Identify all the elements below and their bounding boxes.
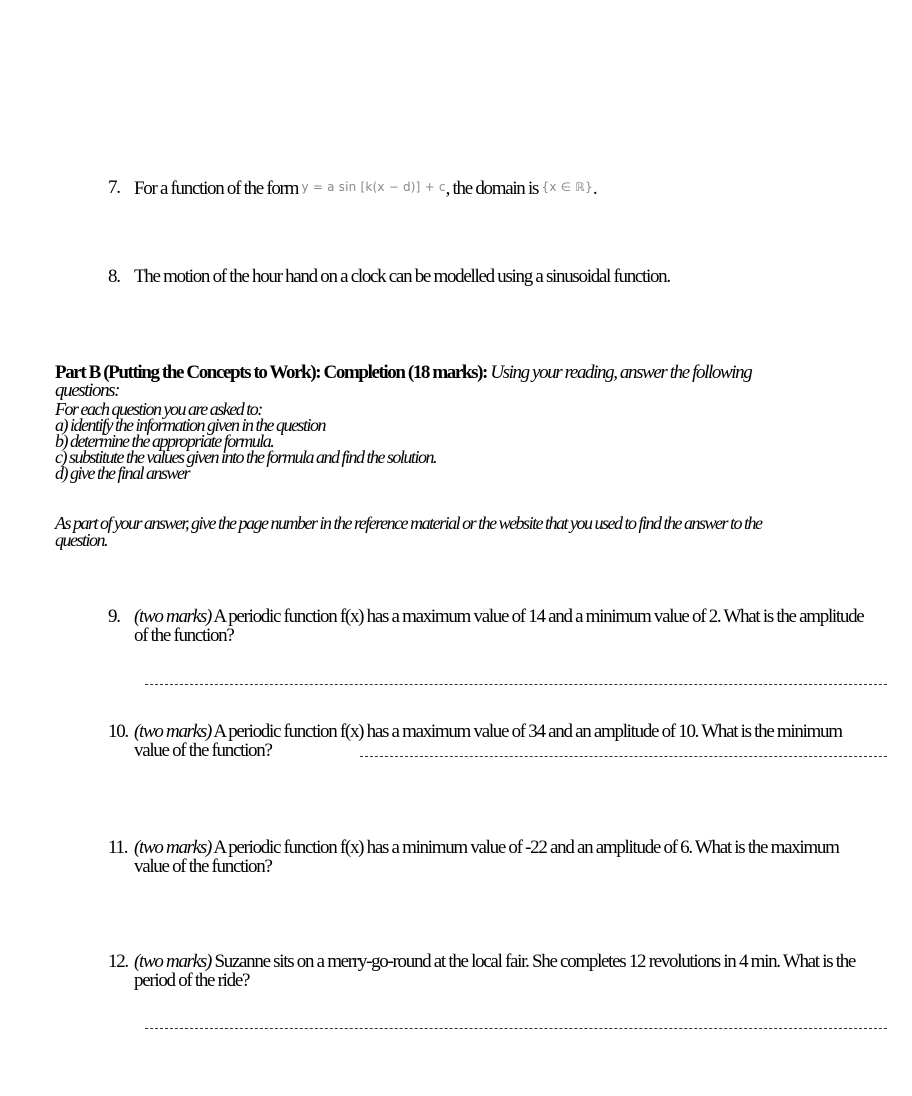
question-text: A periodic function f(x) has a maximum value of 14 and a minimum value of 2. What is the amplitude of the function? [134,606,864,646]
question-text-middle: , the domain is [445,178,539,199]
question-number: 8. [108,266,120,287]
question-text: For a function of the form [134,178,299,199]
question-text: The motion of the hour hand on a clock can be modelled using a sinusoidal function. [134,266,670,287]
reference-note [55,515,815,549]
reference-note-text: As part of your answer, give the page number in the reference material or the website that you used to find the answer to the question. [55,513,762,550]
part-b-heading [55,364,815,400]
instruction-step-d: d) give the final answer [55,463,189,483]
answer-line-10[interactable] [360,756,887,757]
question-number: 9. [108,606,120,627]
question-marks: (two marks) [134,951,211,972]
section-title: Part B (Putting the Concepts to Work): Completion (18 marks): [55,362,487,383]
instruction-step-b: b) determine the appropriate formula. [55,431,274,451]
question-text: A periodic function f(x) has a minimum value of -22 and an amplitude of 6. What is the maximum value of the function? [134,837,839,877]
question-8 [108,267,868,286]
sinusoidal-formula: y = a sin [k(x − d)] + c [301,180,446,194]
question-number: 12. [108,951,128,972]
instructions [55,401,815,481]
question-10 [108,722,868,760]
question-12 [108,952,868,990]
question-text: Suzanne sits on a merry-go-round at the local fair. She completes 12 revolutions in 4 min. What is the period of the ride? [134,951,856,991]
answer-line-12[interactable] [145,1028,887,1029]
domain-set: {x ∈ ℝ} [541,180,593,194]
question-number: 10. [108,721,128,742]
question-text: A periodic function f(x) has a maximum value of 34 and an amplitude of 10. What is the minimum value of the function? [134,721,842,761]
instruction-step-c: c) substitute the values given into the formula and find the solution. [55,447,436,467]
answer-line-9[interactable] [145,684,887,685]
question-number: 7. [108,177,120,198]
instruction-step-a: a) identify the information given in the question [55,415,325,435]
question-marks: (two marks) [134,837,211,858]
question-number: 11. [108,837,128,858]
question-9 [108,607,868,645]
question-7 [108,178,868,198]
question-marks: (two marks) [134,606,211,627]
section-intro: Using your reading, answer the following questions: [55,362,752,401]
instructions-title: For each question you are asked to: [55,399,262,419]
question-text-end: . [592,178,597,199]
question-marks: (two marks) [134,721,211,742]
question-11 [108,838,868,876]
